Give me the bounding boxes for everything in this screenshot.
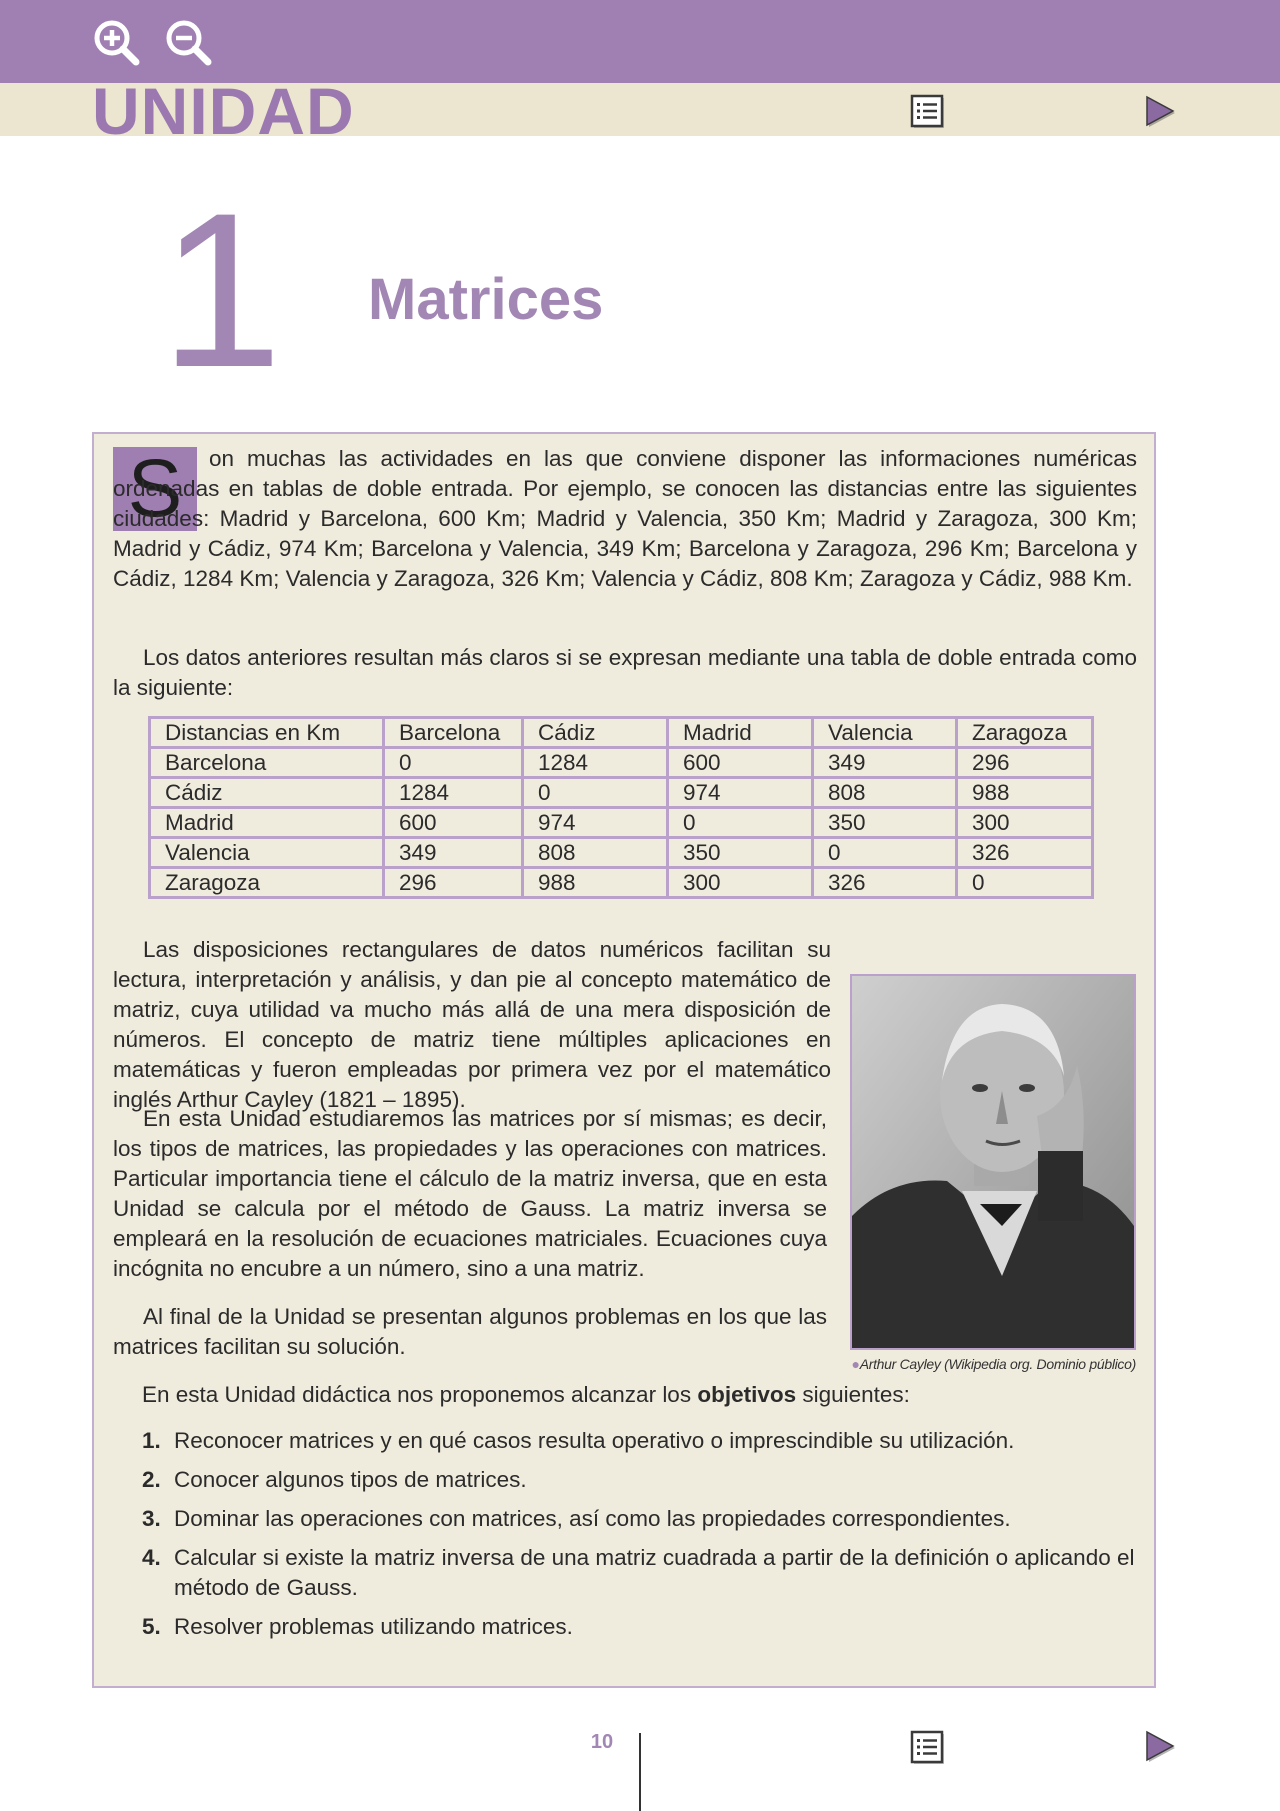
table-cell: 0 bbox=[523, 778, 668, 808]
play-arrow-icon bbox=[1144, 94, 1180, 130]
objective-text: Conocer algunos tipos de matrices. bbox=[174, 1467, 527, 1492]
table-cell: 300 bbox=[957, 808, 1093, 838]
zoom-in-button[interactable] bbox=[92, 18, 142, 68]
table-row bbox=[150, 838, 1093, 868]
table-intro-paragraph: Los datos anteriores resultan más claros si se expresan mediante una tabla de doble entrada como la siguiente: bbox=[113, 645, 1137, 700]
table-row bbox=[150, 808, 1093, 838]
objective-item bbox=[142, 1612, 1138, 1642]
drop-cap: S bbox=[113, 447, 197, 531]
portrait-caption bbox=[850, 1356, 1136, 1372]
table-cell: 349 bbox=[384, 838, 523, 868]
table-cell: 0 bbox=[668, 808, 813, 838]
objective-text: Resolver problemas utilizando matrices. bbox=[174, 1614, 573, 1639]
intro-paragraph: on muchas las actividades en las que conviene disponer las informaciones numéricas ordenadas en tablas de doble entrada. Por ejemplo, se conocen las distancias entre las siguientes ciudades: Madrid y Barcelona, 600 Km; Madrid y Valencia, 350 Km; Madrid y Zaragoza, 300 Km; Madrid y Cádiz, 974 Km; Barcelona y Valencia, 349 Km; Barcelona y Zaragoza, 296 Km; Barcelona y Cádiz, 1284 Km; Valencia y Zaragoza, 326 Km; Valencia y Cádiz, 808 Km; Zaragoza y Cádiz, 988 Km. bbox=[113, 446, 1137, 591]
table-cell: 600 bbox=[668, 748, 813, 778]
objective-number: 4. bbox=[142, 1545, 161, 1570]
unit-number: 1 bbox=[160, 167, 283, 413]
table-header-cell: Madrid bbox=[668, 718, 813, 748]
list-icon bbox=[910, 94, 946, 130]
objectives-intro-before: En esta Unidad didáctica nos proponemos alcanzar los bbox=[142, 1382, 698, 1407]
table-cell: 1284 bbox=[384, 778, 523, 808]
table-row bbox=[150, 748, 1093, 778]
objective-number: 5. bbox=[142, 1614, 161, 1639]
table-cell: Zaragoza bbox=[150, 868, 384, 898]
table-cell: 808 bbox=[813, 778, 957, 808]
table-row bbox=[150, 778, 1093, 808]
table-cell: 600 bbox=[384, 808, 523, 838]
footer-divider bbox=[639, 1733, 641, 1811]
table-header-cell: Distancias en Km bbox=[150, 718, 384, 748]
unit-title: Matrices bbox=[368, 267, 604, 332]
unit-label: UNIDAD bbox=[92, 74, 355, 148]
table-cell: 988 bbox=[523, 868, 668, 898]
objective-number: 1. bbox=[142, 1428, 161, 1453]
problems-paragraph: Al final de la Unidad se presentan algunos problemas en los que las matrices facilitan su solución. bbox=[113, 1304, 827, 1359]
table-cell: Cádiz bbox=[150, 778, 384, 808]
table-cell: 296 bbox=[384, 868, 523, 898]
table-header-row bbox=[150, 718, 1093, 748]
objective-text: Calcular si existe la matriz inversa de una matriz cuadrada a partir de la definición o aplicando el método de Gauss. bbox=[174, 1545, 1135, 1600]
table-cell: 350 bbox=[668, 838, 813, 868]
next-page-button[interactable] bbox=[1144, 94, 1180, 130]
table-header-cell: Barcelona bbox=[384, 718, 523, 748]
zoom-out-icon bbox=[164, 18, 214, 68]
portrait-image bbox=[852, 976, 1134, 1348]
table-cell: Valencia bbox=[150, 838, 384, 868]
table-cell: 974 bbox=[668, 778, 813, 808]
page-number: 10 bbox=[590, 1731, 614, 1753]
table-cell: 808 bbox=[523, 838, 668, 868]
table-cell: 326 bbox=[957, 838, 1093, 868]
arthur-cayley-portrait bbox=[850, 974, 1136, 1350]
footer-index-button[interactable] bbox=[910, 1730, 946, 1766]
table-cell: 349 bbox=[813, 748, 957, 778]
table-cell: 300 bbox=[668, 868, 813, 898]
objective-number: 3. bbox=[142, 1506, 161, 1531]
index-button[interactable] bbox=[910, 94, 946, 130]
objective-item bbox=[142, 1465, 1138, 1495]
play-arrow-icon bbox=[1144, 1729, 1180, 1765]
caption-bullet-icon: ● bbox=[851, 1356, 860, 1372]
table-cell: Madrid bbox=[150, 808, 384, 838]
table-row bbox=[150, 868, 1093, 898]
objectives-intro-bold: objetivos bbox=[697, 1382, 797, 1407]
objective-item bbox=[142, 1426, 1138, 1456]
matrix-concept-text: Las disposiciones rectangulares de datos numéricos facilitan su lectura, interpretación y análisis, y dan pie al concepto matemático de matriz, cuya utilidad va mucho más allá de una mera disposición de números. El concepto de matriz tiene múltiples aplicaciones en matemáticas y fueron empleadas por primera vez por el matemático inglés Arthur Cayley (1821 – 1895). bbox=[113, 937, 831, 1112]
objective-text: Dominar las operaciones con matrices, así como las propiedades correspondientes. bbox=[174, 1506, 1011, 1531]
objectives-list bbox=[142, 1426, 1138, 1651]
objective-item bbox=[142, 1504, 1138, 1534]
table-header-cell: Zaragoza bbox=[957, 718, 1093, 748]
table-cell: 974 bbox=[523, 808, 668, 838]
objective-item bbox=[142, 1543, 1138, 1603]
table-header-cell: Cádiz bbox=[523, 718, 668, 748]
footer-next-page-button[interactable] bbox=[1144, 1729, 1180, 1765]
zoom-in-icon bbox=[92, 18, 142, 68]
table-cell: Barcelona bbox=[150, 748, 384, 778]
table-cell: 0 bbox=[384, 748, 523, 778]
caption-text: Arthur Cayley (Wikipedia org. Dominio público) bbox=[859, 1356, 1136, 1372]
objective-number: 2. bbox=[142, 1467, 161, 1492]
table-cell: 326 bbox=[813, 868, 957, 898]
table-header-cell: Valencia bbox=[813, 718, 957, 748]
table-cell: 0 bbox=[957, 868, 1093, 898]
distance-table bbox=[148, 716, 1094, 899]
unit-content-paragraph: En esta Unidad estudiaremos las matrices por sí mismas; es decir, los tipos de matrices, las propiedades y las operaciones con matrices. Particular importancia tiene el cálculo de la matriz inversa, que en esta Unidad se calcula por el método de Gauss. La matriz inversa se empleará en la resolución de ecuaciones matriciales. Ecuaciones cuya incógnita no encubre a un número, sino a una matriz. bbox=[113, 1106, 827, 1281]
objectives-intro-after: siguientes: bbox=[796, 1382, 910, 1407]
table-cell: 988 bbox=[957, 778, 1093, 808]
objective-text: Reconocer matrices y en qué casos resulta operativo o imprescindible su utilización. bbox=[174, 1428, 1015, 1453]
list-icon bbox=[910, 1730, 946, 1766]
table-cell: 1284 bbox=[523, 748, 668, 778]
table-cell: 350 bbox=[813, 808, 957, 838]
table-cell: 0 bbox=[813, 838, 957, 868]
objectives-intro bbox=[142, 1380, 910, 1410]
zoom-out-button[interactable] bbox=[164, 18, 214, 68]
table-cell: 296 bbox=[957, 748, 1093, 778]
